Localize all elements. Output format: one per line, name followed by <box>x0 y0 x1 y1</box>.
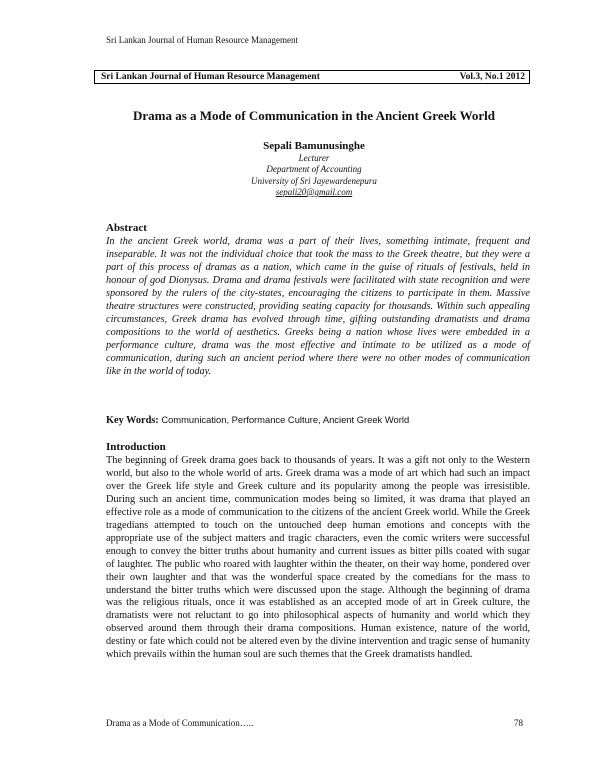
running-head: Sri Lankan Journal of Human Resource Management <box>106 35 298 45</box>
page-number: 78 <box>514 718 523 728</box>
abstract-text: In the ancient Greek world, drama was a part of their lives, something intimate, frequent and inseparable. It was not the individual choice that took the mass to the Greek theatre, but they were a part of this process of dramas as a nation, which came in the guise of rituals of festivals, held in honour of god Dionysus. Drama and drama festivals were facilitated with state recognition and were sponsored by the rulers of the city-states, encouraging the citizens to participate in them. Massive theatre structures were constructed, providing seating capacity for thousands. Within such appealing circumstances, Greek drama has evolved through time, gifting outstanding dramatists and drama compositions to the world of aesthetics. Greeks being a nation whose lives were embedded in a performance culture, drama was the most effective and intimate to be utilized as a mode of communication, during such an ancient period where there were no other modes of communication like in the world of today. <box>106 236 530 377</box>
keywords-label: Key Words: <box>106 415 159 426</box>
keywords-line <box>106 414 409 426</box>
footer-running-title: Drama as a Mode of Communication….. <box>106 718 254 728</box>
paper-title: Drama as a Mode of Communication in the Ancient Greek World <box>132 108 496 123</box>
author-university: University of Sri Jayewardenepura <box>251 175 377 186</box>
author-email-link[interactable]: sepali20@gmail.com <box>275 186 353 197</box>
author-name: Sepali Bamunusinghe <box>263 140 365 152</box>
journal-header-box <box>94 70 530 84</box>
journal-name: Sri Lankan Journal of Human Resource Management <box>101 72 320 82</box>
author-position: Lecturer <box>298 153 330 163</box>
author-block <box>94 139 534 198</box>
author-department: Department of Accounting <box>266 164 362 175</box>
abstract-heading: Abstract <box>106 222 147 234</box>
journal-volume: Vol.3, No.1 2012 <box>459 72 525 82</box>
keywords-text: Communication, Performance Culture, Ancient Greek World <box>161 414 410 425</box>
introduction-heading: Introduction <box>106 441 166 453</box>
introduction-text: The beginning of Greek drama goes back to thousands of years. It was a gift not only to the Western world, but also to the whole world of arts. Greek drama was a mode of art which had such an impact over the Greek life style and Greek culture and its popularity among the people was irresistible. During such an ancient time, communication modes being so limited, it was drama that played an effective role as a mode of communication to the citizens of the ancient Greek world. While the Greek tragedians attempted to touch on the untouched deep human emotions and concepts with the appropriate use of the subject matters and tragic characters, even the comic writers were successful enough to convey the bitter truths about humanity and current issues as bitter pills coated with sugar of laughter. The public who roared with laughter within the theater, on their way home, pondered over their own laughter and that was the wonderful space created by the comedians for the mass to understand the bitter truths which were discussed upon the stage. Although the beginning of drama was the religious rituals, once it was established as an accepted mode of art in Greek culture, the dramatists were not reluctant to go into philosophical aspects of humanity and world which they observed around them through their drama compositions. Human existence, nature of the world, destiny or fate which could not be altered even by the divine intervention and tragic sense of humanity which prevails within the human soul are such themes that the Greek dramatists handled. <box>106 455 530 661</box>
